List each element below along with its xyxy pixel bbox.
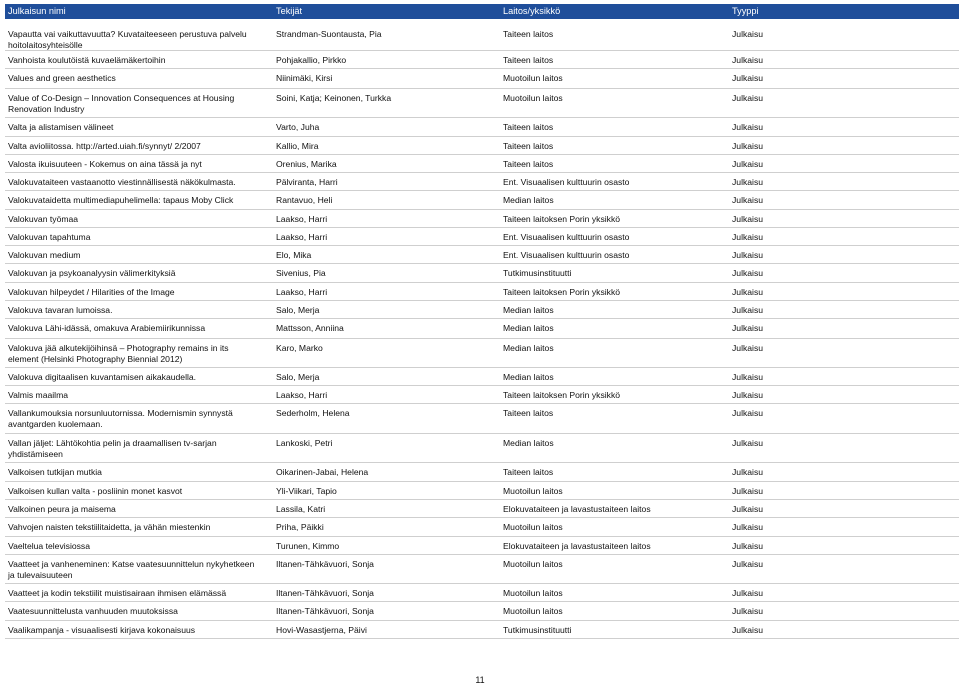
publication-department: Taiteen laitos — [503, 408, 554, 418]
row-divider — [5, 209, 959, 210]
publication-title: Vahvojen naisten tekstiilitaidetta, ja vähän miestenkin — [8, 522, 211, 532]
publication-department: Median laitos — [503, 343, 554, 353]
row-divider — [5, 227, 959, 228]
publication-department: Median laitos — [503, 438, 554, 448]
publication-authors: Iltanen-Tähkävuori, Sonja — [276, 606, 374, 616]
row-divider — [5, 462, 959, 463]
publication-title: Vapautta vai vaikuttavuutta? Kuvataiteeseen perustuva palvelu hoitolaitosyhteisölle — [8, 29, 247, 50]
row-divider — [5, 50, 959, 51]
publication-authors: Salo, Merja — [276, 372, 320, 382]
publication-title: Valmis maailma — [8, 390, 69, 400]
publication-authors: Laakso, Harri — [276, 390, 328, 400]
publication-department: Ent. Visuaalisen kulttuurin osasto — [503, 250, 630, 260]
publication-type: Julkaisu — [732, 541, 764, 551]
publication-type: Julkaisu — [732, 177, 764, 187]
publication-type: Julkaisu — [732, 606, 764, 616]
publication-authors: Turunen, Kimmo — [276, 541, 340, 551]
publication-type: Julkaisu — [732, 29, 764, 39]
publication-type: Julkaisu — [732, 323, 764, 333]
publication-type: Julkaisu — [732, 343, 764, 353]
publication-title: Valokuvan tapahtuma — [8, 232, 91, 242]
publication-type: Julkaisu — [732, 122, 764, 132]
row-divider — [5, 190, 959, 191]
publication-authors: Pohjakallio, Pirkko — [276, 55, 347, 65]
page-number: 11 — [475, 675, 485, 685]
publication-type: Julkaisu — [732, 141, 764, 151]
publication-authors: Kallio, Mira — [276, 141, 319, 151]
publication-department: Median laitos — [503, 323, 554, 333]
publication-type: Julkaisu — [732, 559, 764, 569]
publication-type: Julkaisu — [732, 390, 764, 400]
publication-authors: Rantavuo, Heli — [276, 195, 333, 205]
header-title: Julkaisun nimi — [8, 6, 66, 16]
row-divider — [5, 517, 959, 518]
publication-title: Vaatteet ja vanheneminen: Katse vaatesuunnittelun nykyhetkeen ja tulevaisuuteen — [8, 559, 255, 580]
publication-authors: Yli-Viikari, Tapio — [276, 486, 337, 496]
publication-department: Taiteen laitos — [503, 122, 554, 132]
publication-type: Julkaisu — [732, 486, 764, 496]
publication-title: Valkoisen tutkijan mutkia — [8, 467, 102, 477]
publication-authors: Pälviranta, Harri — [276, 177, 338, 187]
publication-title: Valta ja alistamisen välineet — [8, 122, 114, 132]
publication-type: Julkaisu — [732, 522, 764, 532]
row-divider — [5, 88, 959, 89]
publication-department: Taiteen laitoksen Porin yksikkö — [503, 390, 621, 400]
publication-department: Elokuvataiteen ja lavastustaiteen laitos — [503, 541, 651, 551]
publication-authors: Oikarinen-Jabai, Helena — [276, 467, 369, 477]
row-divider — [5, 385, 959, 386]
publication-authors: Iltanen-Tähkävuori, Sonja — [276, 588, 374, 598]
publication-type: Julkaisu — [732, 214, 764, 224]
publication-authors: Elo, Mika — [276, 250, 312, 260]
publication-department: Taiteen laitos — [503, 55, 554, 65]
publication-authors: Strandman-Suontausta, Pia — [276, 29, 382, 39]
publication-authors: Niinimäki, Kirsi — [276, 73, 333, 83]
publication-type: Julkaisu — [732, 195, 764, 205]
publication-department: Muotoilun laitos — [503, 486, 563, 496]
row-divider — [5, 403, 959, 404]
publication-department: Taiteen laitoksen Porin yksikkö — [503, 287, 621, 297]
publication-department: Muotoilun laitos — [503, 522, 563, 532]
publication-department: Median laitos — [503, 372, 554, 382]
row-divider — [5, 117, 959, 118]
publication-authors: Sivenius, Pia — [276, 268, 326, 278]
publication-department: Taiteen laitos — [503, 29, 554, 39]
publication-type: Julkaisu — [732, 232, 764, 242]
publication-department: Ent. Visuaalisen kulttuurin osasto — [503, 177, 630, 187]
row-divider — [5, 583, 959, 584]
row-divider — [5, 499, 959, 500]
publication-authors: Iltanen-Tähkävuori, Sonja — [276, 559, 374, 569]
row-divider — [5, 172, 959, 173]
row-divider — [5, 620, 959, 621]
publication-department: Muotoilun laitos — [503, 73, 563, 83]
publication-type: Julkaisu — [732, 625, 764, 635]
publication-authors: Varto, Juha — [276, 122, 320, 132]
publication-type: Julkaisu — [732, 438, 764, 448]
publication-department: Taiteen laitos — [503, 467, 554, 477]
publication-title: Valosta ikuisuuteen - Kokemus on aina tässä ja nyt — [8, 159, 202, 169]
publication-authors: Salo, Merja — [276, 305, 320, 315]
publication-type: Julkaisu — [732, 93, 764, 103]
publication-type: Julkaisu — [732, 408, 764, 418]
row-divider — [5, 318, 959, 319]
publication-authors: Lassila, Katri — [276, 504, 326, 514]
publication-type: Julkaisu — [732, 305, 764, 315]
publication-department: Taiteen laitos — [503, 141, 554, 151]
row-divider — [5, 245, 959, 246]
publication-department: Muotoilun laitos — [503, 93, 563, 103]
publication-authors: Laakso, Harri — [276, 232, 328, 242]
publication-title: Vanhoista koulutöistä kuvaelämäkertoihin — [8, 55, 166, 65]
row-divider — [5, 638, 959, 639]
publication-title: Vaatteet ja kodin tekstiilit muistisairaan ihmisen elämässä — [8, 588, 227, 598]
row-divider — [5, 536, 959, 537]
publication-authors: Laakso, Harri — [276, 214, 328, 224]
header-department: Laitos/yksikkö — [503, 6, 561, 16]
publication-authors: Karo, Marko — [276, 343, 323, 353]
row-divider — [5, 554, 959, 555]
publication-title: Vaatesuunnittelusta vanhuuden muutoksissa — [8, 606, 178, 616]
publication-type: Julkaisu — [732, 159, 764, 169]
row-divider — [5, 433, 959, 434]
header-type: Tyyppi — [732, 6, 759, 16]
publication-title: Valokuvataidetta multimediapuhelimella: tapaus Moby Click — [8, 195, 234, 205]
header-authors: Tekijät — [276, 6, 303, 16]
publication-title: Valokuvataiteen vastaanotto viestinnällisestä näkökulmasta. — [8, 177, 236, 187]
publication-title: Vallankumouksia norsunluutornissa. Modernismin synnystä avantgarden kuolemaan. — [8, 408, 233, 429]
publication-authors: Sederholm, Helena — [276, 408, 350, 418]
row-divider — [5, 601, 959, 602]
publication-department: Taiteen laitos — [503, 159, 554, 169]
publication-department: Tutkimusinstituutti — [503, 268, 572, 278]
publication-department: Muotoilun laitos — [503, 606, 563, 616]
publication-department: Taiteen laitoksen Porin yksikkö — [503, 214, 621, 224]
publication-type: Julkaisu — [732, 372, 764, 382]
row-divider — [5, 338, 959, 339]
publication-type: Julkaisu — [732, 250, 764, 260]
publication-title: Valokuva digitaalisen kuvantamisen aikakaudella. — [8, 372, 197, 382]
publication-authors: Lankoski, Petri — [276, 438, 333, 448]
row-divider — [5, 300, 959, 301]
publication-title: Valkoinen peura ja maisema — [8, 504, 116, 514]
publication-type: Julkaisu — [732, 287, 764, 297]
publication-title: Valokuvan työmaa — [8, 214, 79, 224]
row-divider — [5, 68, 959, 69]
publication-type: Julkaisu — [732, 268, 764, 278]
publication-department: Median laitos — [503, 305, 554, 315]
publication-authors: Soini, Katja; Keinonen, Turkka — [276, 93, 392, 103]
publication-title: Valokuva Lähi-idässä, omakuva Arabiemiirikunnissa — [8, 323, 206, 333]
publication-title: Valokuvan hilpeydet / Hilarities of the Image — [8, 287, 175, 297]
publication-title: Valokuvan medium — [8, 250, 81, 260]
row-divider — [5, 263, 959, 264]
publication-title: Vallan jäljet: Lähtökohtia pelin ja draamallisen tv-sarjan yhdistämiseen — [8, 438, 217, 459]
publication-type: Julkaisu — [732, 588, 764, 598]
publication-type: Julkaisu — [732, 55, 764, 65]
row-divider — [5, 367, 959, 368]
publication-department: Tutkimusinstituutti — [503, 625, 572, 635]
publication-authors: Hovi-Wasastjerna, Päivi — [276, 625, 367, 635]
publication-type: Julkaisu — [732, 73, 764, 83]
publication-department: Median laitos — [503, 195, 554, 205]
publication-authors: Mattsson, Anniina — [276, 323, 344, 333]
publication-title: Valta avioliitossa. http://arted.uiah.fi/synnyt/ 2/2007 — [8, 141, 201, 151]
row-divider — [5, 481, 959, 482]
publication-title: Valokuva jää alkutekijöihinsä – Photography remains in its element (Helsinki Photography Biennial 2012) — [8, 343, 229, 364]
publication-title: Vaeltelua televisiossa — [8, 541, 91, 551]
publication-authors: Priha, Päikki — [276, 522, 324, 532]
row-divider — [5, 136, 959, 137]
publication-type: Julkaisu — [732, 467, 764, 477]
publication-department: Ent. Visuaalisen kulttuurin osasto — [503, 232, 630, 242]
publication-authors: Orenius, Marika — [276, 159, 337, 169]
publication-title: Value of Co-Design – Innovation Consequences at Housing Renovation Industry — [8, 93, 235, 114]
publication-title: Values and green aesthetics — [8, 73, 116, 83]
row-divider — [5, 154, 959, 155]
publication-type: Julkaisu — [732, 504, 764, 514]
row-divider — [5, 282, 959, 283]
publication-title: Valkoisen kullan valta - posliinin monet kasvot — [8, 486, 183, 496]
publication-title: Valokuva tavaran lumoissa. — [8, 305, 113, 315]
table-header — [5, 4, 959, 19]
publication-title: Vaalikampanja - visuaalisesti kirjava kokonaisuus — [8, 625, 196, 635]
publication-department: Muotoilun laitos — [503, 588, 563, 598]
publication-title: Valokuvan ja psykoanalyysin välimerkityksiä — [8, 268, 176, 278]
publication-department: Elokuvataiteen ja lavastustaiteen laitos — [503, 504, 651, 514]
publication-authors: Laakso, Harri — [276, 287, 328, 297]
publication-department: Muotoilun laitos — [503, 559, 563, 569]
